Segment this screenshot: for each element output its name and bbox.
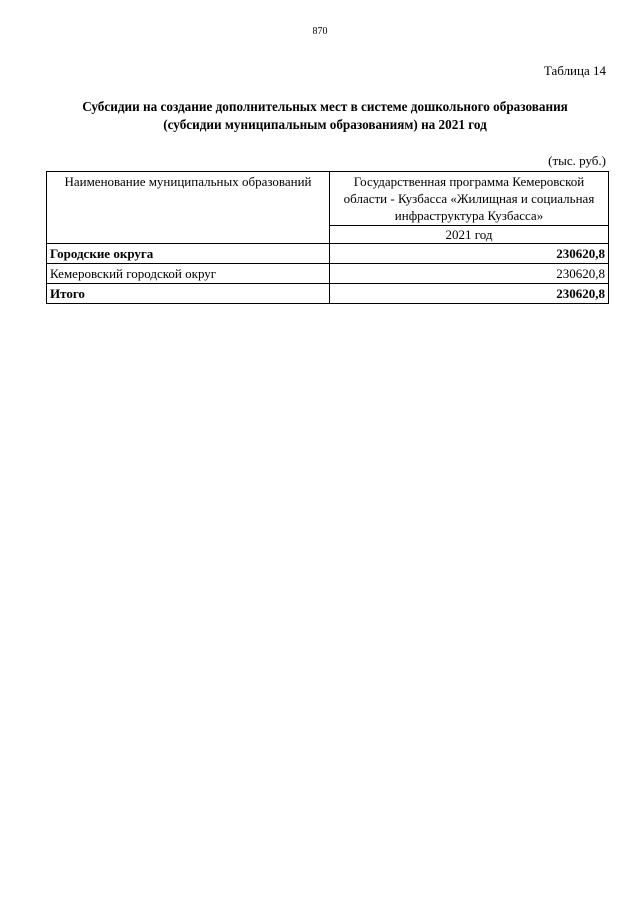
row-value: 230620,8: [330, 244, 609, 264]
table-row: [47, 284, 609, 304]
row-name: Городские округа: [47, 244, 330, 264]
table-row: [47, 264, 609, 284]
header-municipality: Наименование муниципальных образований: [47, 172, 330, 244]
document-title: [40, 98, 610, 134]
page-number: 870: [312, 26, 328, 37]
title-line-2: (субсидии муниципальным образованиям) на 2021 год: [163, 117, 487, 132]
row-value: 230620,8: [330, 284, 609, 304]
row-name: Кемеровский городской округ: [47, 264, 330, 284]
header-program: Государственная программа Кемеровской области - Кузбасса «Жилищная и социальная инфраструктура Кузбасса»: [330, 172, 609, 226]
header-year: 2021 год: [330, 226, 609, 244]
subsidy-table: [46, 171, 609, 304]
row-name: Итого: [47, 284, 330, 304]
row-value: 230620,8: [330, 264, 609, 284]
units-label: (тыс. руб.): [548, 153, 606, 168]
table-label: Таблица 14: [543, 63, 606, 78]
title-line-1: Субсидии на создание дополнительных мест в системе дошкольного образования: [82, 99, 568, 114]
table-row: [47, 244, 609, 264]
table-header-row: [47, 172, 609, 226]
